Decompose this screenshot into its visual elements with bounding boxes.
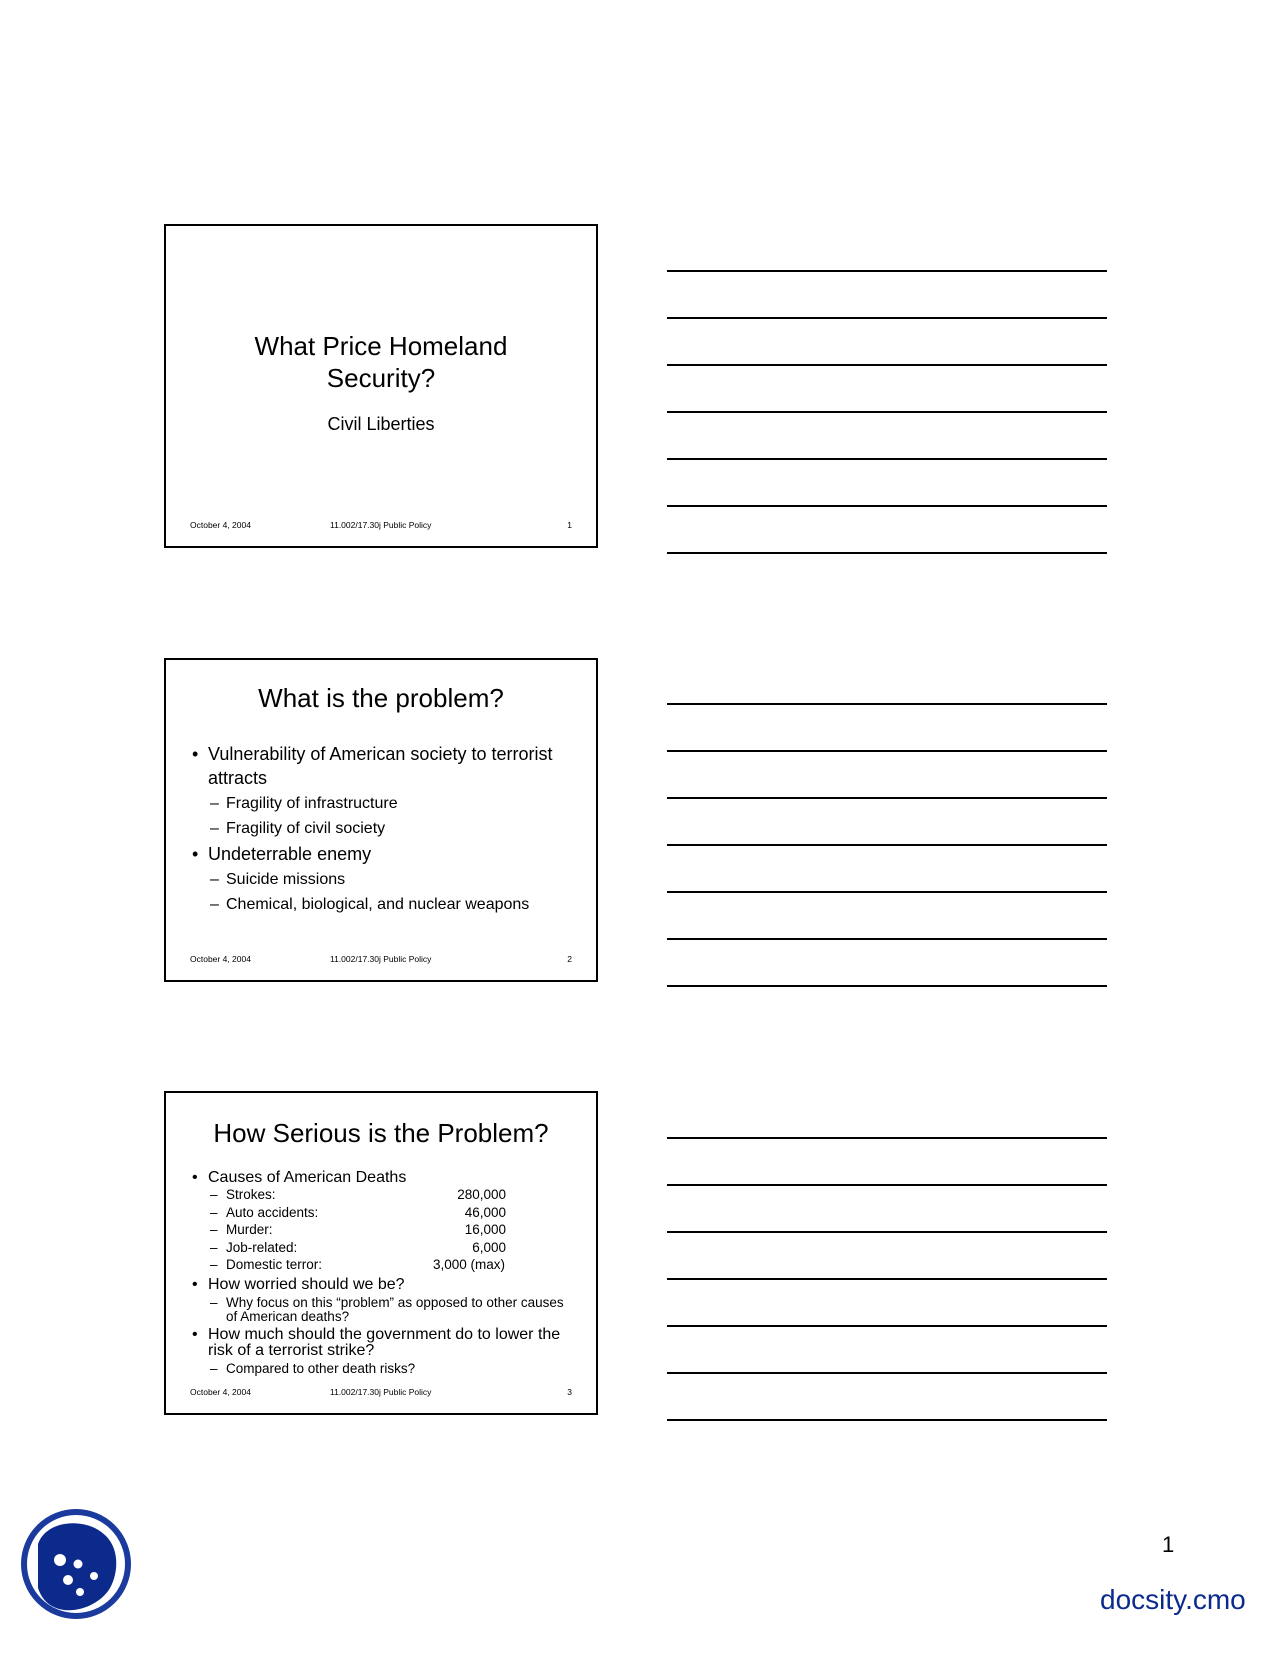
footer-slide-number: 2 — [567, 954, 572, 964]
note-line — [667, 1325, 1107, 1327]
docsity-logo-icon — [20, 1508, 132, 1620]
death-cause-label: Domestic terror: — [226, 1257, 323, 1272]
note-line — [667, 703, 1107, 705]
note-line — [667, 1372, 1107, 1374]
sub-bullet-item — [190, 1296, 576, 1324]
note-line — [667, 270, 1107, 272]
bullet-text: Vulnerability of American society to terrorist attracts — [208, 744, 553, 788]
dash-icon: – — [210, 896, 219, 913]
slide-body — [190, 740, 576, 916]
bullet-item — [190, 1170, 576, 1186]
slide-title-line-1: What Price Homeland — [254, 331, 508, 361]
page-number: 1 — [1162, 1532, 1175, 1557]
dash-icon: – — [210, 1187, 218, 1202]
footer-course: 11.002/17.30j Public Policy — [330, 520, 432, 530]
death-cause-value: 16,000 — [464, 1222, 506, 1237]
slide-body — [190, 1167, 576, 1376]
death-cause-label: Strokes: — [226, 1187, 276, 1202]
bullet-text: How worried should we be? — [208, 1275, 405, 1293]
sub-bullet-item — [190, 793, 576, 815]
death-cause-value: 280,000 — [457, 1187, 506, 1202]
note-line — [667, 1419, 1107, 1421]
sub-bullet-text: Fragility of civil society — [226, 820, 386, 837]
death-cause-value: 46,000 — [464, 1204, 506, 1220]
dash-icon: – — [210, 820, 219, 837]
footer-course: 11.002/17.30j Public Policy — [330, 954, 432, 964]
death-cause-value: 6,000 — [472, 1239, 506, 1255]
bullet-icon: • — [192, 844, 199, 864]
note-line — [667, 505, 1107, 507]
slide-2 — [164, 658, 598, 982]
footer-date: October 4, 2004 — [190, 520, 251, 530]
note-line — [667, 1137, 1107, 1139]
sub-bullet-text: Why focus on this “problem” as opposed to other causes of American deaths? — [226, 1294, 564, 1324]
death-cause-row — [190, 1256, 576, 1274]
sub-bullet-item — [190, 894, 576, 916]
bullet-item — [190, 1327, 576, 1359]
dash-icon: – — [210, 1239, 218, 1255]
sub-bullet-text: Compared to other death risks? — [226, 1360, 416, 1376]
footer-date: October 4, 2004 — [190, 1387, 251, 1397]
bullet-icon: • — [192, 1325, 198, 1343]
bullet-text: Undeterrable enemy — [208, 844, 372, 864]
note-line — [667, 750, 1107, 752]
slide-title: What is the problem? — [258, 683, 504, 713]
note-line — [667, 985, 1107, 987]
note-line — [667, 1278, 1107, 1280]
note-line — [667, 938, 1107, 940]
sub-bullet-text: Chemical, biological, and nuclear weapons — [226, 896, 530, 913]
bullet-icon: • — [192, 1275, 198, 1293]
note-line — [667, 1231, 1107, 1233]
death-cause-row — [190, 1239, 576, 1257]
slide-title-line-2: Security? — [326, 363, 436, 393]
dash-icon: – — [210, 795, 219, 812]
slide-footer — [190, 520, 572, 532]
death-cause-value: 3,000 (max) — [433, 1257, 506, 1272]
footer-slide-number: 1 — [567, 520, 572, 530]
footer-date: October 4, 2004 — [190, 954, 251, 964]
death-cause-row — [190, 1186, 576, 1204]
slide-1 — [164, 224, 598, 548]
bullet-text: How much should the government do to lower the risk of a terrorist strike? — [208, 1325, 561, 1359]
dash-icon: – — [210, 1294, 218, 1310]
footer-slide-number: 3 — [567, 1387, 572, 1397]
slide-footer — [190, 1387, 572, 1399]
note-line — [667, 891, 1107, 893]
death-cause-label: Murder: — [226, 1222, 273, 1237]
note-line — [667, 317, 1107, 319]
brand-text[interactable]: docsity.cmo — [1100, 1584, 1246, 1615]
slide-title: How Serious is the Problem? — [213, 1118, 549, 1148]
death-cause-row — [190, 1221, 576, 1239]
bullet-item — [190, 1277, 576, 1293]
dash-icon: – — [210, 1222, 218, 1237]
death-cause-label: Auto accidents: — [226, 1204, 319, 1220]
note-line — [667, 844, 1107, 846]
note-line — [667, 364, 1107, 366]
slide-title — [166, 330, 596, 394]
sub-bullet-item — [190, 869, 576, 891]
footer-course: 11.002/17.30j Public Policy — [330, 1387, 432, 1397]
sub-bullet-text: Suicide missions — [226, 871, 346, 888]
bullet-icon: • — [192, 744, 199, 764]
dash-icon: – — [210, 871, 219, 888]
slide-3 — [164, 1091, 598, 1415]
note-line — [667, 552, 1107, 554]
bullet-icon: • — [192, 1169, 198, 1186]
death-cause-row — [190, 1204, 576, 1222]
slide-subtitle: Civil Liberties — [327, 414, 435, 434]
slide-footer — [190, 954, 572, 966]
note-line — [667, 411, 1107, 413]
dash-icon: – — [210, 1204, 218, 1220]
death-cause-label: Job-related: — [226, 1239, 298, 1255]
sub-bullet-item — [190, 1362, 576, 1376]
sub-bullet-text: Fragility of infrastructure — [226, 795, 398, 812]
dash-icon: – — [210, 1257, 218, 1272]
note-line — [667, 797, 1107, 799]
bullet-text: Causes of American Deaths — [208, 1169, 407, 1186]
bullet-item — [190, 742, 576, 790]
note-line — [667, 1184, 1107, 1186]
sub-bullet-item — [190, 818, 576, 840]
bullet-item — [190, 842, 576, 866]
note-line — [667, 458, 1107, 460]
dash-icon: – — [210, 1360, 218, 1376]
